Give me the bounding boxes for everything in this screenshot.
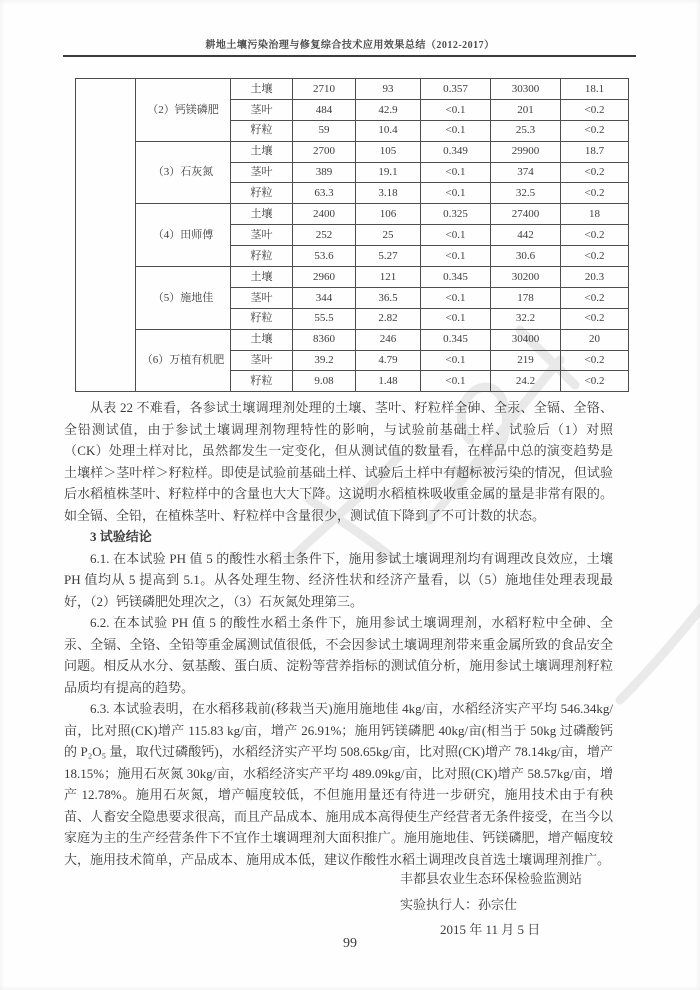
value-cell: <0.1 [421, 350, 491, 371]
value-cell: 344 [293, 287, 356, 308]
signature-block [400, 866, 582, 943]
sample-type-cell: 土壤 [231, 141, 293, 162]
table-row [76, 204, 629, 225]
value-cell: 252 [293, 225, 356, 246]
value-cell: 32.5 [491, 183, 561, 204]
value-cell: 0.325 [421, 204, 491, 225]
value-cell: <0.1 [421, 287, 491, 308]
value-cell: <0.1 [421, 99, 491, 120]
value-cell: 442 [491, 225, 561, 246]
value-cell: 59 [293, 120, 356, 141]
treatment-label-cell: （5）施地佳 [136, 267, 231, 330]
treatment-label-cell: （6）万植有机肥 [136, 329, 231, 392]
sample-type-cell: 茎叶 [231, 99, 293, 120]
value-cell: 201 [491, 99, 561, 120]
sample-type-cell: 茎叶 [231, 225, 293, 246]
value-cell: 9.08 [293, 371, 356, 392]
value-cell: 29900 [491, 141, 561, 162]
treatment-label-cell: （4）田师傅 [136, 204, 231, 267]
value-cell: 246 [356, 329, 421, 350]
value-cell: 1.48 [356, 371, 421, 392]
value-cell: 53.6 [293, 246, 356, 267]
signature-organization: 丰都县农业生态环保检验监测站 [400, 871, 583, 886]
value-cell: <0.1 [421, 246, 491, 267]
value-cell: <0.2 [561, 246, 629, 267]
page-header-title: 耕地土壤污染治理与修复综合技术应用效果总结（2012-2017） [205, 40, 495, 51]
sample-type-cell: 茎叶 [231, 350, 293, 371]
value-cell: 25 [356, 225, 421, 246]
value-cell: <0.2 [561, 183, 629, 204]
value-cell: 105 [356, 141, 421, 162]
signature-executor: 实验执行人：孙宗仕 [400, 896, 518, 912]
table-row [76, 141, 629, 162]
value-cell: 32.2 [491, 308, 561, 329]
value-cell: 93 [356, 79, 421, 100]
sample-type-cell: 籽粒 [231, 308, 293, 329]
paragraph-conclusion-3: 6.3. 本试验表明，在水稻移栽前(移栽当天)施用施地佳 4kg/亩，水稻经济实产平均 546.34kg/亩，比对照(CK)增产 115.83 kg/亩，增产 26.91%；施用钙镁磷肥 40kg/亩(相当于 50kg 过磷酸钙的 P₂O₅ 量，取代过磷酸钙)，水稻经济实产平均 508.65kg/亩，比对照(CK)增产 78.14kg/亩，增产 18.15%；施用石灰氮 30kg/亩，水稻经济实产平均 489.09kg/亩，比对照(CK)增产 58.57kg/亩，增产 12.78%。施用石灰氮，增产幅度较低，不但施用量还有待进一步研究，施用技术由于有秧苗、人畜安全隐患要求很高，而且产品成本、施用成本高得使生产经营者无条件接受，在当今以家庭为主的生产经营条件下不宜作土壤调理剂大面积推广。施用施地佳、钙镁磷肥，增产幅度较大，施用技术简单，产品成本、施用成本低，建议作酸性水稻土调理改良首选土壤调理剂推广。 [64, 701, 613, 867]
value-cell: 2700 [293, 141, 356, 162]
signature-date: 2015 年 11 月 5 日 [440, 922, 541, 937]
sample-type-cell: 籽粒 [231, 371, 293, 392]
value-cell: <0.2 [561, 371, 629, 392]
value-cell: 2.82 [356, 308, 421, 329]
value-cell: 0.357 [421, 79, 491, 100]
sample-type-cell: 茎叶 [231, 287, 293, 308]
paragraph-conclusion-1: 6.1. 在本试验 PH 值 5 的酸性水稻土条件下，施用参试土壤调理剂均有调理改良效应，土壤 PH 值均从 5 提高到 5.1。从各处理生物、经济性状和经济产量看，以（5）施地佳处理表现最好，（2）钙镁磷肥处理次之，（3）石灰氮处理第三。 [64, 550, 613, 609]
sample-type-cell: 土壤 [231, 204, 293, 225]
value-cell: 2710 [293, 79, 356, 100]
value-cell: <0.2 [561, 99, 629, 120]
sample-type-cell: 籽粒 [231, 246, 293, 267]
value-cell: 19.1 [356, 162, 421, 183]
value-cell: 8360 [293, 329, 356, 350]
value-cell: <0.2 [561, 120, 629, 141]
value-cell: 42.9 [356, 99, 421, 120]
value-cell: 18.7 [561, 141, 629, 162]
value-cell: 0.345 [421, 267, 491, 288]
value-cell: 20.3 [561, 267, 629, 288]
value-cell: 36.5 [356, 287, 421, 308]
value-cell: 10.4 [356, 120, 421, 141]
sample-type-cell: 土壤 [231, 267, 293, 288]
value-cell: <0.2 [561, 162, 629, 183]
value-cell: <0.1 [421, 225, 491, 246]
value-cell: 18 [561, 204, 629, 225]
value-cell: 389 [293, 162, 356, 183]
value-cell: 30200 [491, 267, 561, 288]
value-cell: 55.5 [293, 308, 356, 329]
table-row [76, 329, 629, 350]
sample-type-cell: 籽粒 [231, 120, 293, 141]
value-cell: 5.27 [356, 246, 421, 267]
sample-type-cell: 土壤 [231, 79, 293, 100]
value-cell: 219 [491, 350, 561, 371]
value-cell: 106 [356, 204, 421, 225]
paragraph-conclusion-2: 6.2. 在本试验 PH 值 5 的酸性水稻土条件下，施用参试土壤调理剂，水稻籽粒中全砷、全汞、全镉、全铬、全铅等重金属测试值很低，不会因参试土壤调理剂带来重金属所致的食品安全问题。相反从水分、氨基酸、蛋白质、淀粉等营养指标的测试值分析，施用参试土壤调理剂籽粒品质均有提高的趋势。 [64, 615, 613, 695]
sample-type-cell: 籽粒 [231, 183, 293, 204]
value-cell: 63.3 [293, 183, 356, 204]
page-number: 99 [343, 936, 357, 951]
paragraph-analysis: 从表 22 不难看，各参试土壤调理剂处理的土壤、茎叶、籽粒样全砷、全汞、全镉、全铬、全铅测试值，由于参试土壤调理剂物理特性的影响，与试验前基础土样、试验后（1）对照（CK）处理土样对比，虽然都发生一定变化，但从测试值的数量看，在样品中总的演变趋势是土壤样＞茎叶样＞籽粒样。即使是试验前基础土样、试验后土样中有超标被污染的情况，但试验后水稻植株茎叶、籽粒样中的含量也大大下降。这说明水稻植株吸收重金属的量是非常有限的。如全镉、全铅，在植株茎叶、籽粒样中含量很少，测试值下降到了不可计数的状态。 [64, 400, 613, 523]
value-cell: <0.2 [561, 287, 629, 308]
value-cell: <0.1 [421, 120, 491, 141]
value-cell: <0.2 [561, 350, 629, 371]
value-cell: 27400 [491, 204, 561, 225]
value-cell: 3.18 [356, 183, 421, 204]
value-cell: 121 [356, 267, 421, 288]
value-cell: 18.1 [561, 79, 629, 100]
value-cell: <0.2 [561, 225, 629, 246]
value-cell: <0.2 [561, 308, 629, 329]
section-heading-conclusion: 3 试验结论 [90, 529, 152, 544]
body-text [64, 397, 613, 870]
value-cell: 30300 [491, 79, 561, 100]
measurement-table [75, 78, 629, 392]
continuation-empty-cell [76, 79, 136, 392]
sample-type-cell: 茎叶 [231, 162, 293, 183]
value-cell: 374 [491, 162, 561, 183]
value-cell: 20 [561, 329, 629, 350]
value-cell: 484 [293, 99, 356, 120]
value-cell: 0.349 [421, 141, 491, 162]
table-row [76, 267, 629, 288]
value-cell: 30.6 [491, 246, 561, 267]
treatment-label-cell: （3）石灰氮 [136, 141, 231, 204]
value-cell: <0.1 [421, 308, 491, 329]
header-rule [63, 55, 636, 57]
value-cell: 4.79 [356, 350, 421, 371]
value-cell: 178 [491, 287, 561, 308]
treatment-label-cell: （2）钙镁磷肥 [136, 79, 231, 142]
value-cell: <0.1 [421, 371, 491, 392]
value-cell: 24.2 [491, 371, 561, 392]
value-cell: 2960 [293, 267, 356, 288]
value-cell: 0.345 [421, 329, 491, 350]
value-cell: <0.1 [421, 183, 491, 204]
value-cell: 39.2 [293, 350, 356, 371]
table-row [76, 79, 629, 100]
value-cell: 30400 [491, 329, 561, 350]
value-cell: 25.3 [491, 120, 561, 141]
value-cell: <0.1 [421, 162, 491, 183]
sample-type-cell: 土壤 [231, 329, 293, 350]
value-cell: 2400 [293, 204, 356, 225]
